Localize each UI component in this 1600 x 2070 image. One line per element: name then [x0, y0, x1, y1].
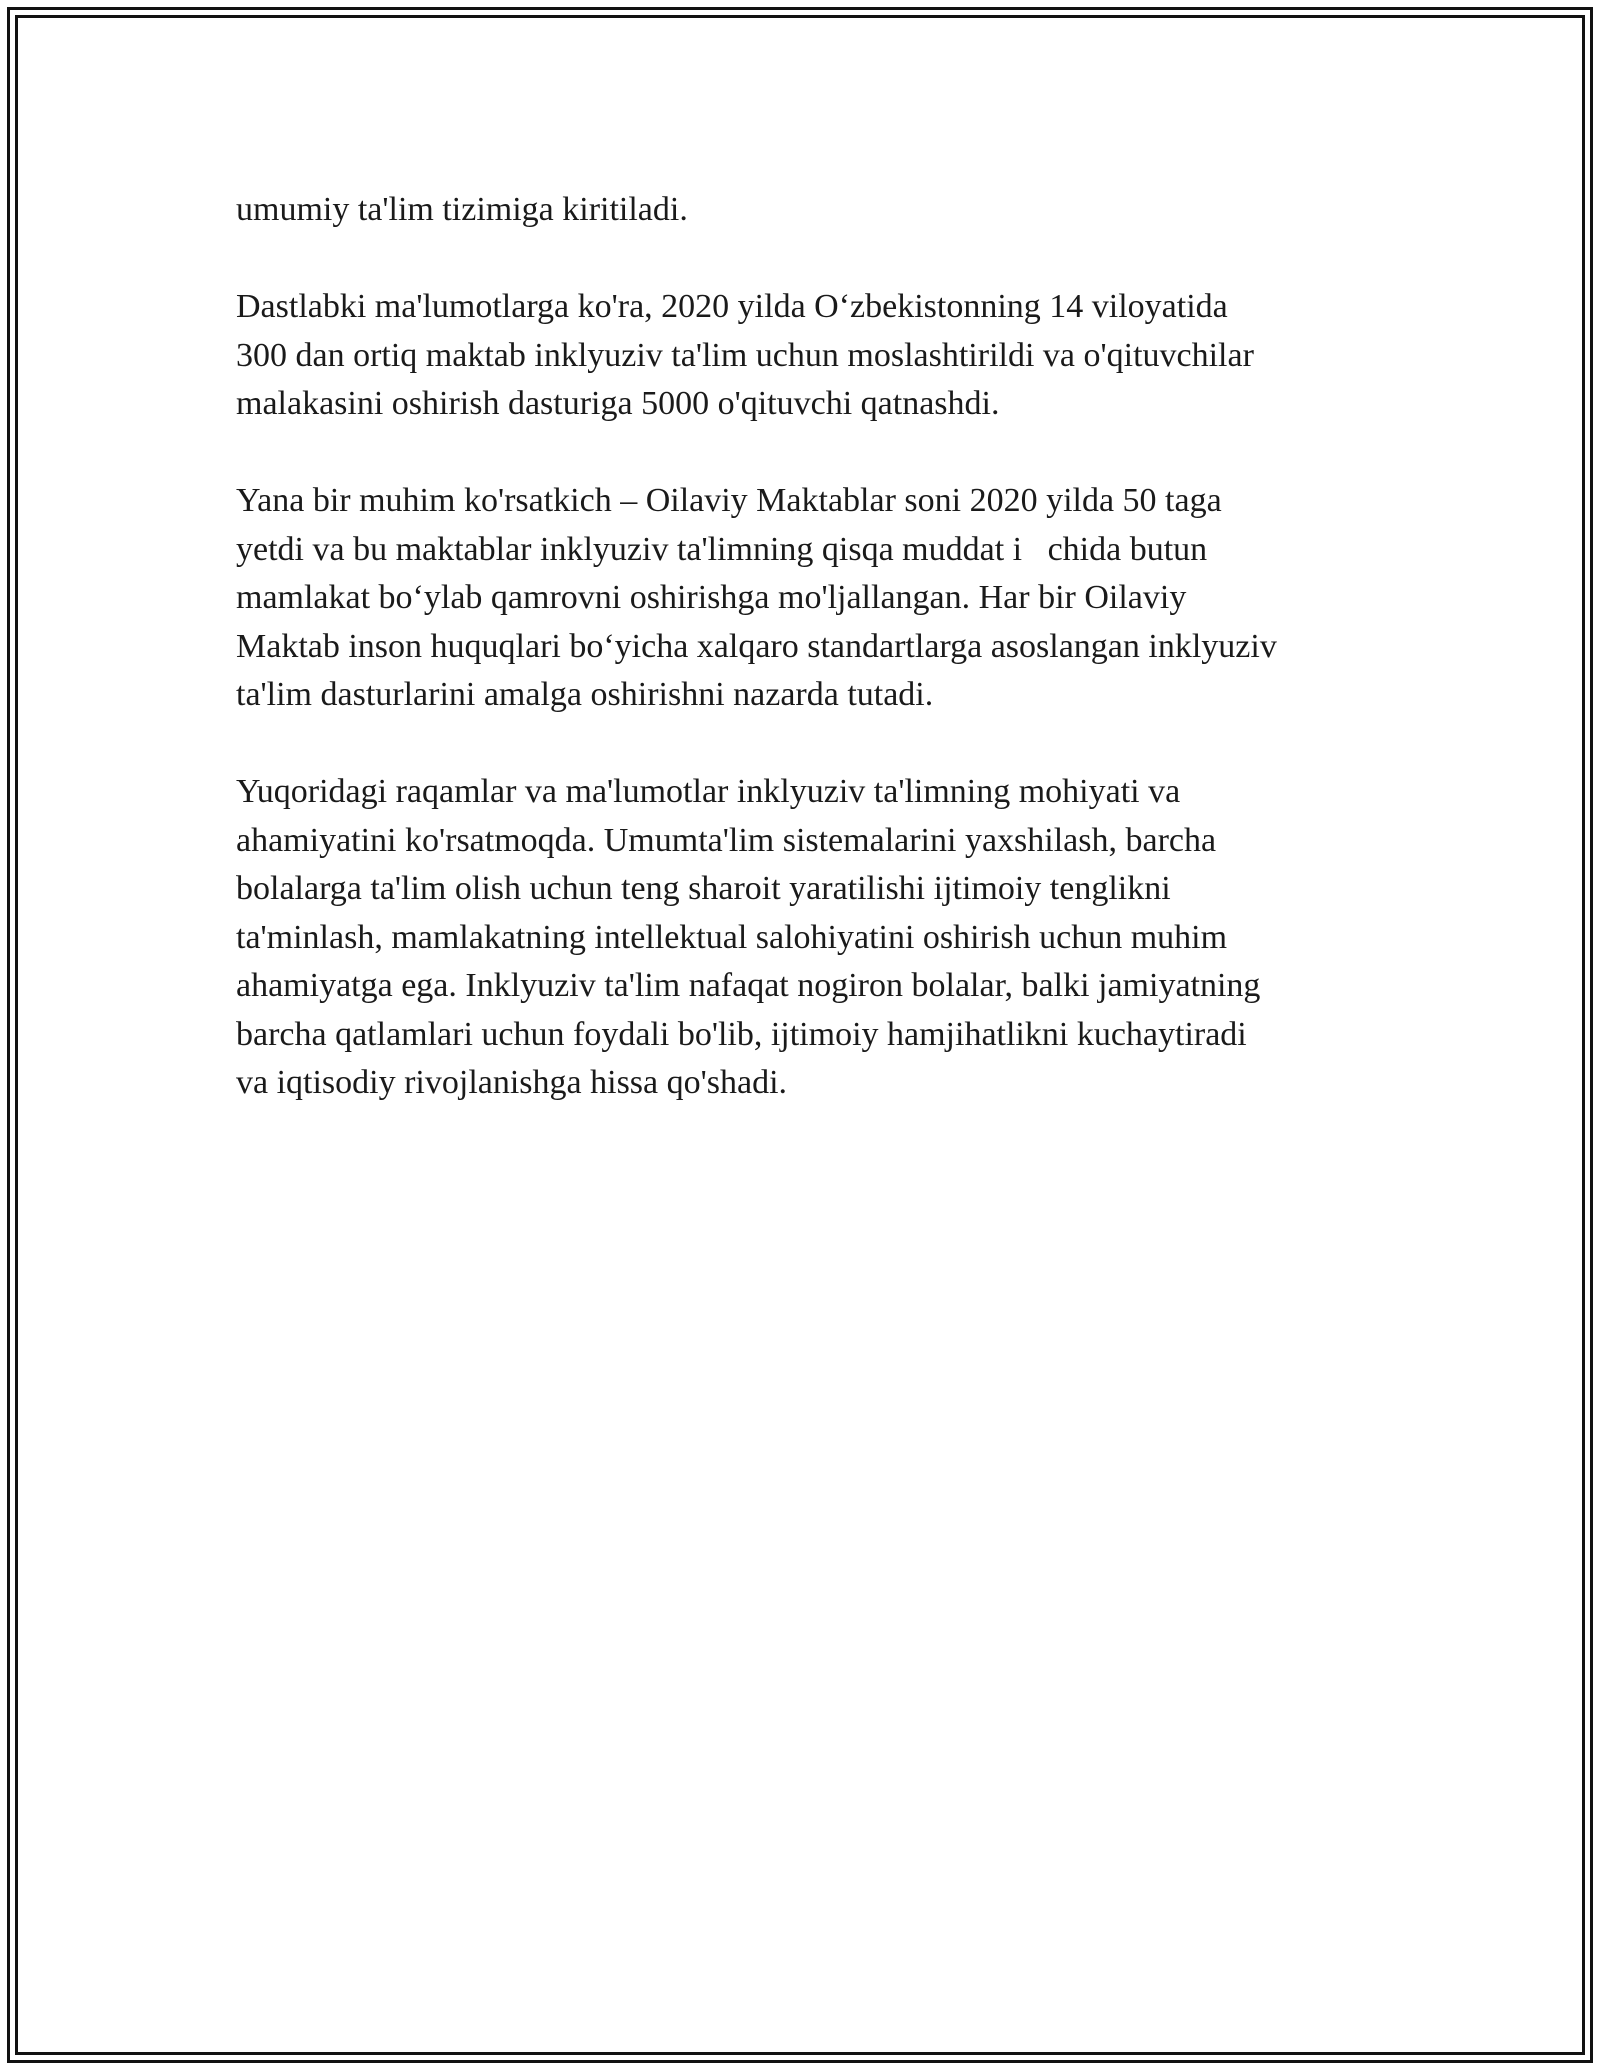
text-line: ahamiyatini ko'rsatmoqda. Umumta'lim sistemalarini yaxshilash, barcha — [236, 821, 1217, 859]
text-line: yetdi va bu maktablar inklyuziv ta'limning qisqa muddat i chida butun — [236, 530, 1208, 568]
text-line: Yana bir muhim ko'rsatkich – Oilaviy Maktablar soni 2020 yilda 50 taga — [236, 482, 1222, 519]
paragraph-1 — [236, 186, 1376, 235]
text-line: Yuqoridagi raqamlar va ma'lumotlar inklyuziv ta'limning mohiyati va — [236, 773, 1181, 810]
text-line: Maktab inson huquqlari bo‘yicha xalqaro standartlarga asoslangan inklyuziv — [236, 627, 1277, 665]
text-line: mamlakat bo‘ylab qamrovni oshirishga mo'ljallangan. Har bir Oilaviy — [236, 579, 1187, 616]
paragraph-4 — [236, 768, 1376, 1108]
text-line: malakasini oshirish dasturiga 5000 o'qituvchi qatnashdi. — [236, 385, 1000, 422]
document-body — [236, 186, 1376, 1156]
text-line: 300 dan ortiq maktab inklyuziv ta'lim uchun moslashtirildi va o'qituvchilar — [236, 336, 1254, 374]
text-line: ahamiyatga ega. Inklyuziv ta'lim nafaqat nogiron bolalar, balki jamiyatning — [236, 967, 1261, 1004]
text-line: ta'lim dasturlarini amalga oshirishni nazarda tutadi. — [236, 676, 934, 713]
paragraph-2 — [236, 283, 1376, 429]
text-line: va iqtisodiy rivojlanishga hissa qo'shadi. — [236, 1064, 788, 1101]
paragraph-3 — [236, 477, 1376, 720]
text-line: barcha qatlamlari uchun foydali bo'lib, ijtimoiy hamjihatlikni kuchaytiradi — [236, 1015, 1247, 1053]
text-line: bolalarga ta'lim olish uchun teng sharoit yaratilishi ijtimoiy tenglikni — [236, 870, 1171, 907]
text-line: Dastlabki ma'lumotlarga ko'ra, 2020 yilda O‘zbekistonning 14 viloyatida — [236, 288, 1228, 325]
text-line: umumiy ta'lim tizimiga kiritiladi. — [236, 191, 688, 228]
text-line: ta'minlash, mamlakatning intellektual salohiyatini oshirish uchun muhim — [236, 918, 1228, 956]
